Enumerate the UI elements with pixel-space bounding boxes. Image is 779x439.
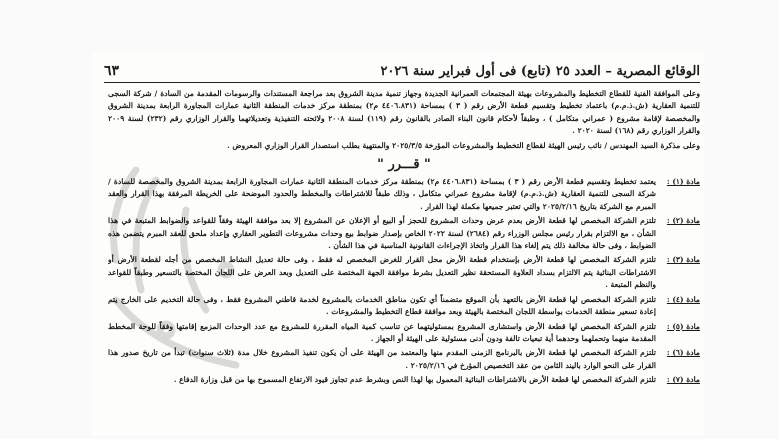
- article-7: [108, 374, 700, 386]
- article-5: [108, 321, 700, 346]
- article-label: مادة (٣) :: [666, 255, 700, 265]
- decree-title: " قـــرر ": [377, 157, 431, 173]
- article-text: تلتزم الشركة المخصص لها قطعة الأرض واستشارى المشروع بمسئوليتهما عن تناسب كمية المياه المقررة للمشروع مع عدد الوحدات المزمع إقامتها وفقاً للوحة المخطط المقدمة منهما وتحملهما وحدهما أية تبعيات تالفة ودون أدنى مسئولية على الهيئة أو الجهاز .: [108, 321, 656, 343]
- header-title: الوقائع المصرية – العدد ٢٥ (تابع) فى أول فبراير سنة ٢٠٢٦: [380, 63, 700, 79]
- article-6: [108, 347, 700, 372]
- article-label: مادة (٢) :: [666, 216, 700, 226]
- article-label: مادة (٤) :: [666, 294, 700, 304]
- page-header: [104, 60, 700, 83]
- article-1: [108, 176, 700, 213]
- article-label: مادة (٦) :: [666, 348, 700, 358]
- article-text: يعتمد تخطيط وتقسيم قطعة الأرض رقم ( ٣ ) بمساحة (٤٤٠٦.٨٣١ م٢) بمنطقة مركز خدمات المنطقة الثانية عمارات المجاورة الرابعة بمدينة الشروق والمخصصة للسادة / شركة السجى للتنمية العقارية (ش.ذ.م.م) لإقامة مشروع عمراني متكامل ، وذلك طبقاً للاشتراطات والمخطط والحدود الموضحة على الخريطة المرفقة بهذا القرار والعقد المبرم مع الشركة بتاريخ ٢٠٢٥/٢/١٦ والتي تعتبر جميعها مكملة لهذا القرار .: [108, 177, 656, 211]
- article-4: [108, 294, 700, 319]
- article-label: مادة (٧) :: [666, 375, 700, 385]
- article-2: [108, 215, 700, 252]
- article-text: تلتزم الشركة المخصص لها قطعة الأرض بالاشتراطات البنائية المعمول بها لهذا النص وبشرط عدم تجاوز قيود الارتفاع المسموح بها من قبل وزارة الدفاع .: [173, 375, 656, 385]
- preamble-paragraph-1: وعلى الموافقة الفنية للقطاع التخطيط والمشروعات بهيئة المجتمعات العمرانية الجديدة وجهاز تنمية مدينة الشروق بعد مراجعة المستندات والرسومات المقدمة من السادة / شركة السجى للتنمية العقارية (ش.ذ.م.م) باعتماد تخطيط وتقسيم قطعة الأرض رقم ( ٣ ) بمساحة (٤٤٠٦.٨٣١ م٢) بمنطقة مركز خدمات المنطقة الثانية عمارات المجاورة الرابعة بمدينة الشروق والمخصصة لإقامة مشروع ( عمراني متكامل ) ، وطبقاً لأحكام قانون البناء الصادر بالقانون رقم (١١٩) لسنة ٢٠٠٨ ولائحته التنفيذية وتعديلاتهما والقرار الوزاري رقم (٢٣٢) لسنة ٢٠٠٩ والقرار الوزاري رقم (١٦٨) لسنة ٢٠٢٠ .: [108, 89, 700, 136]
- document-body: [108, 88, 700, 436]
- article-text: تلتزم الشركة المخصص لها قطعة الأرض بعدم عرض وحدات المشروع للحجز أو البيع أو الإعلان عن المشروع إلا بعد موافقة الهيئة وفقاً للقواعد والضوابط المتبعة في هذا الشأن ، مع الالتزام بقرار رئيس مجلس الوزراء رقم (٢٦٨٤) لسنة ٢٠٢٢ الخاص بإصدار ضوابط بيع وحدات مشروعات التطوير العقاري وإعداد ملحق للعقد المبرم يتضمن هذه الضوابط ، وفى حالة مخالفة ذلك يتم إلغاء هذا القرار واتخاذ الإجراءات القانونية المناسبة في هذا الشأن .: [108, 216, 656, 251]
- preamble-paragraph-2: وعلى مذكرة السيد المهندس / نائب رئيس الهيئة لقطاع التخطيط والمشروعات المؤرخة ٢٠٢٥/٣/٥ والمنتهية بطلب استصدار القرار الوزاري المعروض .: [227, 140, 700, 150]
- article-label: مادة (٥) :: [666, 321, 700, 331]
- article-text: تلتزم الشركة المخصص لها قطعة الأرض بالبرنامج الزمنى المقدم منها والمعتمد من الهيئة على أن يكون تنفيذ المشروع خلال مدة (ثلاث سنوات) تبدأ من تاريخ صدور هذا القرار على النحو الوارد باليند الثامن من عقد التخصيص المؤرخ في ٢٠٢٥/٢/١٦ .: [108, 348, 656, 370]
- page-number: ٦٣: [104, 63, 120, 79]
- article-3: [108, 254, 700, 291]
- article-text: تلتزم الشركة المخصص لها قطعة الأرض بالتعهد بأن الموقع متضمناً أي تكون مناطق الخدمات بالمشروع لخدمة قاطني المشروع فقط ، وفى حالة التخديم على الخارج يتم إعادة تسعير منطقة الخدمات بواسطة اللجان المختصة بالهيئة وبعد موافقة قطاع التخطيط والمشروعات .: [108, 294, 656, 317]
- article-text: تلتزم الشركة المخصص لها قطعة الأرض بإستخدام قطعة الأرض محل القرار للغرض المخصص له فقط ، وفى حالة تعديل النشاط المخصص من أجله لقطعة الأرض أو الاشتراطات البنائية يتم الالتزام بسداد العلاوة المستحقة نظير التعديل بشرط موافقة الجهة المختصة على التعديل وبعد العرض على اللجان المختصة بالتسعير وطبقاً للقواعد والنظم المتبعة .: [108, 255, 656, 290]
- article-label: مادة (١) :: [666, 177, 700, 187]
